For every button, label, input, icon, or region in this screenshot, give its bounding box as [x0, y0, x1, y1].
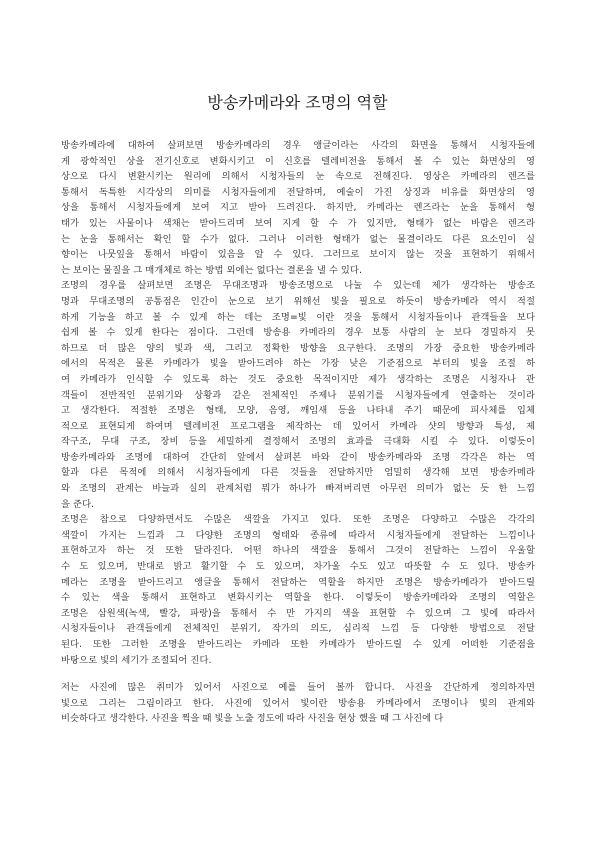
paragraph-line: 하므로 더 많은 양의 빛과 색, 그리고 정확한 방향을 요구한다. 조명의 가장 중요한 방송카메라 — [61, 342, 535, 354]
paragraph — [61, 680, 535, 727]
paragraph-line: 하게 기능을 하고 볼 수 있게 하는 데는 조명=빛 이란 것을 통해서 시청자들이나 관객들을 보다 — [61, 311, 535, 323]
paragraph-line: 조명은 참으로 다양하면서도 수많은 색깔을 가지고 있다. 또한 조명은 다양하고 수많은 각각의 — [61, 514, 535, 526]
paragraph-line: 에서의 목적은 물론 카메라가 빛을 받아드려야 하는 가장 낮은 기준점으로 부터의 빛을 조절 하 — [61, 358, 535, 370]
paragraph-line: 작구조, 무대 구조, 장비 등을 세밀하게 결정해서 조명의 효과를 극대화 시킬 수 있다. 이렇듯이 — [61, 436, 535, 448]
paragraph-line: 조명은 삼원색(녹색, 빨강, 파랑)을 통해서 수 만 가지의 색을 표현할 수 있으며 그 빛에 따라서 — [61, 607, 535, 619]
paragraph-line: 을 준다. — [61, 498, 95, 510]
paragraph-line: 는 눈을 통해서는 확인 할 수가 없다. 그러나 이러한 형태가 없는 물결이라도 다른 요소인이 실 — [61, 233, 535, 245]
paragraph — [61, 278, 535, 512]
paragraph-line: 고 생각한다. 적절한 조명은 형태, 모양, 음영, 깨임새 등을 나타내 주기 때문에 피사체를 입체 — [61, 405, 535, 417]
paragraph-line: 시청자들이나 관객들에게 전체적인 분위기, 작가의 의도, 심리적 느낌 등 다양한 방법으로 전달 — [61, 623, 535, 635]
document-body — [61, 138, 535, 727]
paragraph-line: 게 광학적인 상을 전기신호로 변화시키고 이 신호를 텔레비전을 통해서 볼 수 있는 화면상의 영 — [61, 155, 535, 167]
paragraph-line: 적으로 표현되게 하여며 텔레비전 프로그램을 제작하는 데 있어서 카메라 샷의 방향과 특성, 제 — [61, 420, 535, 432]
paragraph-gap — [61, 668, 535, 680]
paragraph-line: 표현하고자 하는 것 또한 달라진다. 어떤 하나의 색깔을 통해서 그것이 전달하는 느낌이 우울할 — [61, 545, 535, 557]
paragraph-line: 비슷하다고 생각한다. 사진을 찍을 때 빛을 노출 정도에 따라 사진을 현상 했을 때 그 사진에 다 — [61, 713, 444, 725]
paragraph-line: 여 카메라가 인식할 수 있도록 하는 것도 중요한 목적이지만 제가 생각하는 조명은 시청자나 관 — [61, 373, 535, 385]
paragraph-line: 빛으로 그리는 그림이라고 한다. 사진에 있어서 빛이란 방송용 카메라에서 조명이나 빛의 관계와 — [61, 697, 535, 709]
paragraph — [61, 138, 535, 278]
paragraph-line: 통해서 독특한 시각상의 의미를 시청자들에게 전달하며, 예술이 가진 상징과 비유를 화면상의 영 — [61, 186, 535, 198]
paragraph-line: 할과 다른 목적에 의해서 시청자들에게 다른 것들을 전달하지만 엄밀히 생각해 보면 방송카메라 — [61, 467, 535, 479]
paragraph-line: 조명의 경우를 살펴보면 조명은 무대조명과 방송조명으로 나눌 수 있는데 제가 생각하는 방송조 — [61, 280, 535, 292]
paragraph-line: 명과 무대조명의 공통점은 인간이 눈으로 보기 위해선 빛을 필요로 하듯이 방송카메라 역시 적절 — [61, 295, 535, 307]
paragraph-line: 저는 사진에 많은 취미가 있어서 사진으로 예를 들어 볼까 합니다. 사진을 간단하게 정의하자면 — [61, 682, 535, 694]
paragraph-line: 수 있는 색을 통해서 표현하고 변화시키는 역할을 한다. 이렇듯이 방송카메라와 조명의 역할은 — [61, 592, 535, 604]
paragraph-line: 방송카메라에 대하여 살펴보면 방송카메라의 경우 앵글이라는 사각의 화면을 통해서 시청자들에 — [61, 140, 535, 151]
paragraph-line: 는 보이는 물질을 그 매개체로 하는 방법 외에는 없다는 결론을 낼 수 있다. — [61, 264, 362, 276]
paragraph-line: 된다. 또한 그러한 조명을 받아드리는 카메라 또한 카메라가 받아드릴 수 있게 어떠한 기준점을 — [61, 639, 535, 650]
paragraph-line: 메라는 조명을 받아드리고 앵글을 통해서 전달하는 역할을 하지만 조명은 방송카메라가 받아드릴 — [61, 576, 535, 588]
paragraph-line: 바탕으로 빛의 세기가 조절되어 진다. — [61, 654, 212, 666]
paragraph-line: 상을 통해서 시청자들에게 보여 지고 받아 드려진다. 하지만, 카메라는 렌즈라는 눈을 통해서 형 — [61, 202, 535, 214]
paragraph-line: 향이는 나뭇잎을 통해서 바람이 있음을 알 수 있다. 그러므로 보이지 않는 것을 표현하기 위해서 — [61, 249, 535, 261]
paragraph-line: 방송카메라와 조명에 대하여 간단히 앞에서 살펴본 바와 같이 방송카메라와 조명 각각은 하는 역 — [61, 451, 535, 463]
paragraph-line: 수 도 있으며, 반대로 밝고 활기할 수 도 있으며, 차가울 수도 있고 따뜻할 수 도 있다. 방송카 — [61, 561, 535, 573]
paragraph-line: 객들이 전반적인 분위기와 상황과 같은 전체적인 주제나 분위기를 시청자들에게 연출하는 것이라 — [61, 389, 535, 401]
paragraph — [61, 512, 535, 668]
paragraph-line: 와 조명의 관계는 바늘과 실의 관계처럼 뭐가 하나가 빠져버리면 아무런 의미가 없는 듯 한 느낌 — [61, 483, 535, 495]
paragraph-line: 색깔이 가지는 느낌과 그 다양한 조명의 형태와 종류에 따라서 시청자들에게 전달하는 느낌이나 — [61, 529, 535, 541]
paragraph-line: 태가 있는 사물이나 색채는 받아드리며 보여 지게 할 수 가 있지만, 형태가 없는 바람은 렌즈라 — [61, 217, 535, 229]
paragraph-line: 상으로 다시 변환시키는 원리에 의해서 시청자들의 눈 속으로 전해진다. 영상은 카메라의 렌즈를 — [61, 171, 535, 183]
document-title: 방송카메라와 조명의 역할 — [207, 93, 388, 112]
paragraph-line: 쉽게 볼 수 있게 한다는 점이다. 그런데 방송용 카메라의 경우 보통 사람의 눈 보다 경밀하지 못 — [61, 327, 535, 339]
